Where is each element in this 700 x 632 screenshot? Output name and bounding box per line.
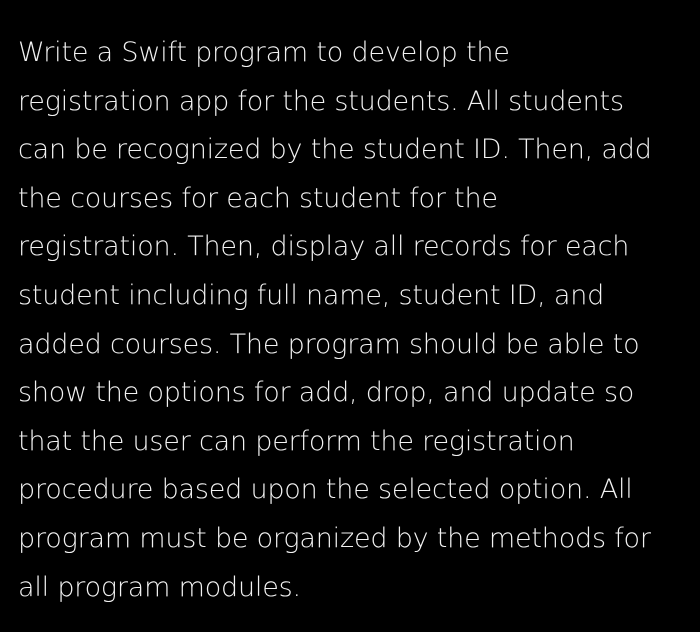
text-line: that the user can perform the registration <box>18 425 575 457</box>
text-line: show the options for add, drop, and update so <box>18 377 635 409</box>
text-line: program must be organized by the methods for <box>18 522 651 554</box>
paragraph <box>18 29 690 612</box>
text-line: all program modules. <box>18 571 301 603</box>
text-line: Write a Swift program to develop the <box>18 37 510 68</box>
text-line: registration app for the students. All students <box>18 85 624 117</box>
text-line: can be recognized by the student ID. Then, add <box>18 134 652 166</box>
text-line: procedure based upon the selected option. All <box>18 474 633 506</box>
text-line: registration. Then, display all records for each <box>18 231 630 263</box>
text-line: the courses for each student for the <box>18 182 498 214</box>
text-line: student including full name, student ID, and <box>18 279 605 311</box>
text-line: added courses. The program should be able to <box>18 328 640 360</box>
